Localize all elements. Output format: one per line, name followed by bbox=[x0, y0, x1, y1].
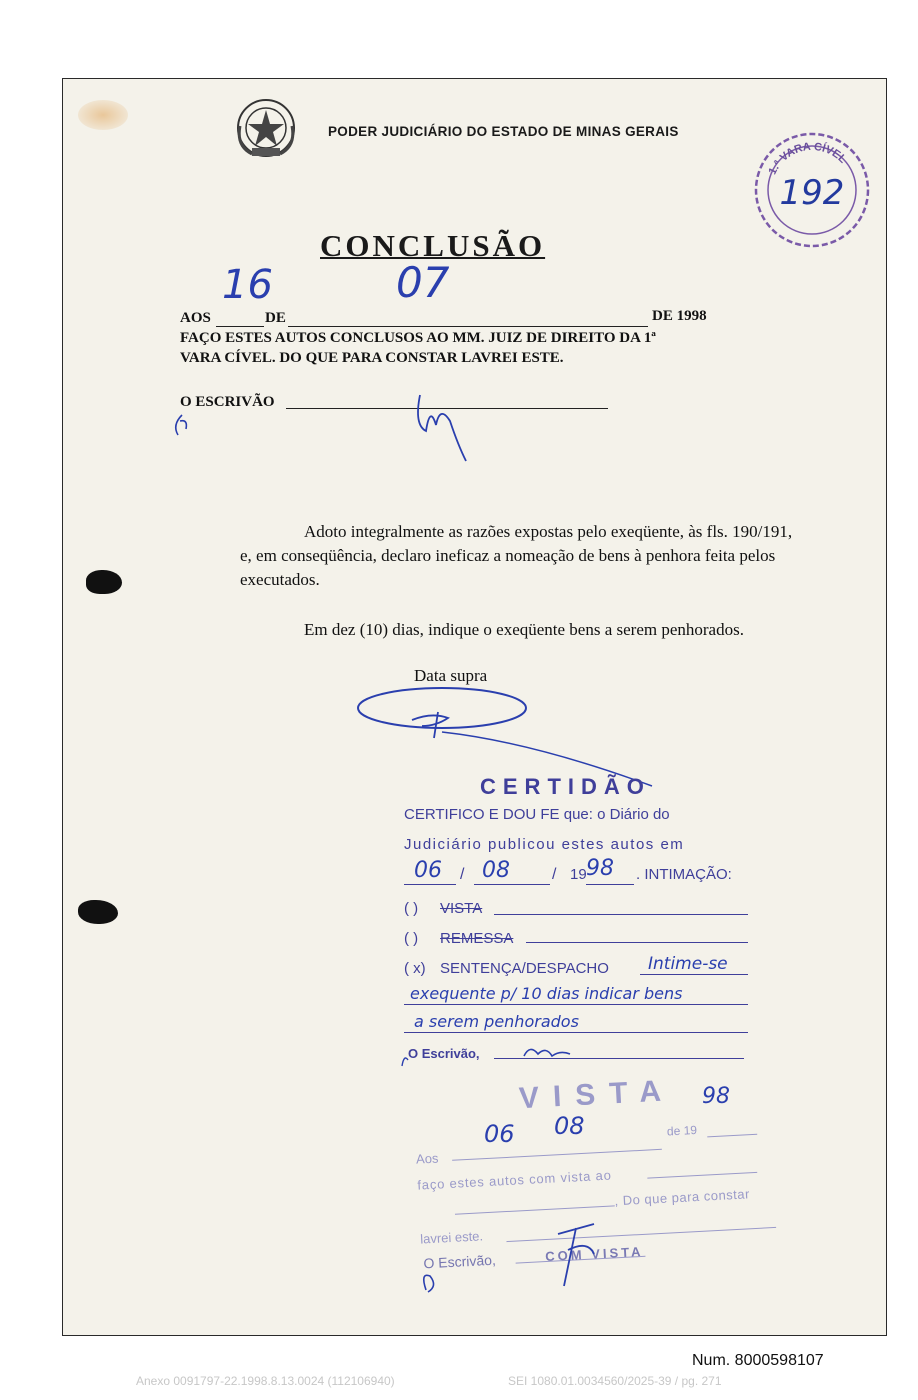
sentenca-line-2 bbox=[404, 990, 748, 1005]
aos-label: AOS bbox=[180, 310, 211, 326]
vista-hand-month: 08 bbox=[554, 1112, 585, 1140]
page-number-handwritten: 192 bbox=[779, 173, 845, 213]
vista-middle-blank bbox=[454, 1191, 615, 1214]
option-vista-label: VISTA bbox=[440, 900, 483, 917]
date-separator-2: / bbox=[552, 866, 557, 883]
coat-of-arms-icon bbox=[234, 96, 298, 162]
cert-date-year-line bbox=[586, 870, 634, 885]
vista-hand-day: 06 bbox=[484, 1120, 515, 1148]
option-remessa-label: REMESSA bbox=[440, 930, 514, 947]
vista-signature bbox=[418, 1220, 618, 1300]
cert-date-year-prefix: 19 bbox=[570, 866, 587, 883]
vista-faco-blank bbox=[647, 1158, 758, 1179]
month-handwritten: 07 bbox=[396, 258, 450, 307]
sentenca-handwritten-2: exequente p/ 10 dias indicar bens bbox=[410, 984, 683, 1003]
despacho-paragraph-2: Em dez (10) dias, indique o exeqüente bens a serem penhorados. bbox=[304, 620, 744, 639]
certidao-escrivao-label: O Escrivão, bbox=[408, 1046, 480, 1061]
despacho-paragraph-line-1: Adoto integralmente as razões expostas pelo exeqüente, às fls. 190/191, bbox=[304, 522, 793, 541]
option-vista-line bbox=[494, 900, 748, 915]
vista-de-line bbox=[707, 1120, 758, 1138]
date-separator-1: / bbox=[460, 866, 465, 883]
punch-hole-top bbox=[86, 570, 122, 594]
vista-faco-line: faço estes autos com vista ao bbox=[417, 1167, 612, 1193]
day-line bbox=[216, 312, 264, 327]
vista-title: VISTA bbox=[518, 1074, 676, 1116]
cert-date-year: 98 bbox=[586, 856, 614, 881]
stain-mark bbox=[78, 100, 128, 130]
sentenca-handwritten-1: Intime-se bbox=[648, 954, 728, 974]
certidao-escrivao-signature bbox=[400, 1036, 600, 1072]
conclusao-line-1: FAÇO ESTES AUTOS CONCLUSOS AO MM. JUIZ DE DIREITO DA 1ª bbox=[180, 330, 656, 346]
sentenca-line-1 bbox=[640, 960, 748, 975]
vista-aos-label: Aos bbox=[415, 1150, 439, 1167]
footer-sei: SEI 1080.01.0034560/2025-39 / pg. 271 bbox=[508, 1374, 722, 1388]
de-label: DE bbox=[265, 310, 286, 326]
month-line bbox=[288, 312, 648, 327]
vista-escrivao-label: O Escrivão, bbox=[423, 1251, 497, 1272]
vista-do-que-line: , Do que para constar bbox=[614, 1186, 751, 1209]
footer-anexo: Anexo 0091797-22.1998.8.13.0024 (112106940) bbox=[136, 1374, 395, 1388]
certidao-line-1: CERTIFICO E DOU FE que: o Diário do bbox=[404, 806, 670, 823]
vista-com-vista-label: COM VISTA bbox=[544, 1243, 644, 1265]
cert-date-day: 06 bbox=[414, 858, 442, 883]
conclusao-line-2: VARA CÍVEL. DO QUE PARA CONSTAR LAVREI ESTE. bbox=[180, 350, 564, 366]
intimacao-label: . INTIMAÇÃO: bbox=[636, 866, 732, 883]
option-sentenca-label: SENTENÇA/DESPACHO bbox=[440, 960, 609, 977]
escrivao-signature bbox=[168, 385, 478, 465]
year-label: DE 1998 bbox=[652, 308, 707, 324]
option-remessa-checkbox: ( ) bbox=[404, 930, 419, 947]
data-supra: Data supra bbox=[414, 666, 488, 685]
vista-hand-year: 98 bbox=[702, 1084, 730, 1109]
punch-hole-bottom bbox=[78, 900, 118, 924]
sentenca-line-3 bbox=[404, 1018, 748, 1033]
despacho-paragraph-line-3: executados. bbox=[240, 570, 320, 589]
cert-date-month: 08 bbox=[482, 858, 510, 883]
conclusao-title: CONCLUSÃO bbox=[320, 228, 546, 263]
option-sentenca-checkbox: ( x) bbox=[404, 960, 426, 977]
day-handwritten: 16 bbox=[222, 262, 273, 308]
certidao-title: CERTIDÃO bbox=[480, 774, 651, 799]
option-vista-checkbox: ( ) bbox=[404, 900, 419, 917]
option-remessa-line bbox=[526, 928, 748, 943]
escrivao-label: O ESCRIVÃO bbox=[180, 394, 275, 410]
vista-lavrei-label: lavrei este. bbox=[419, 1228, 484, 1247]
sentenca-handwritten-3: a serem penhorados bbox=[414, 1012, 579, 1031]
institution-header: PODER JUDICIÁRIO DO ESTADO DE MINAS GERAIS bbox=[328, 124, 679, 139]
vara-civel-seal bbox=[752, 128, 872, 252]
seal-text: 1.ª VARA CÍVEL bbox=[766, 140, 849, 177]
certidao-line-2: Judiciário publicou estes autos em bbox=[404, 836, 685, 853]
document-number: Num. 8000598107 bbox=[692, 1352, 824, 1369]
despacho-paragraph-line-2: e, em conseqüência, declaro ineficaz a nomeação de bens à penhora feita pelos bbox=[240, 546, 776, 565]
vista-de-label: de 19 bbox=[666, 1122, 698, 1139]
